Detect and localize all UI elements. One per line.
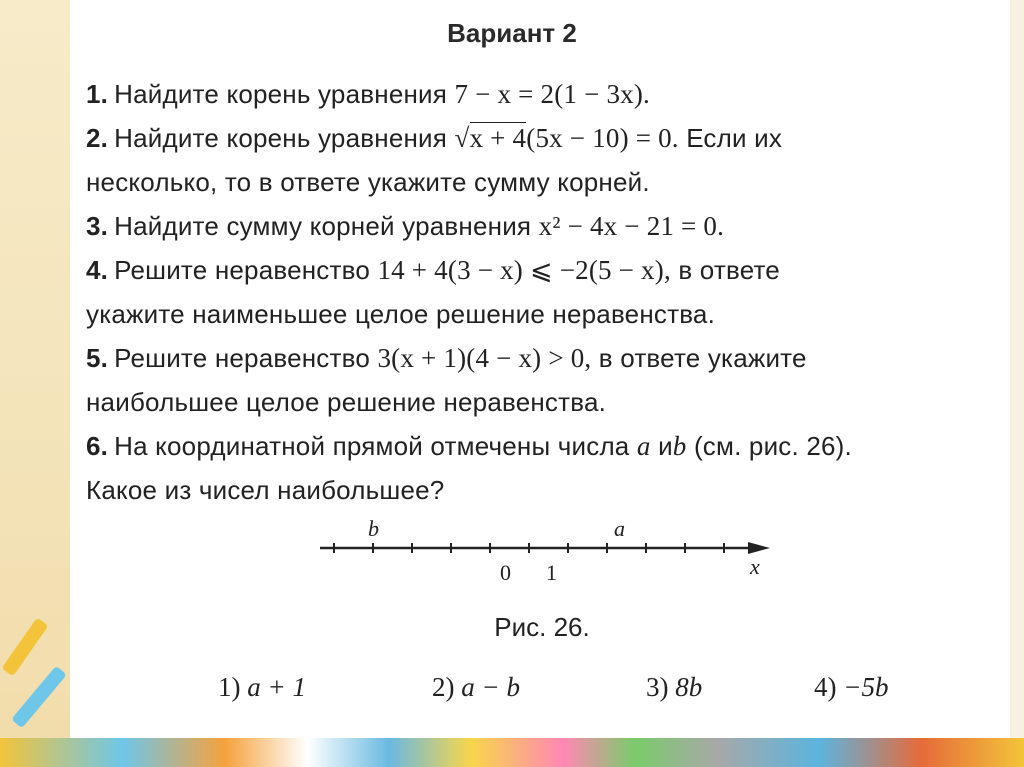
option-label: 4): [814, 672, 837, 702]
answer-option-4: [814, 672, 888, 703]
problem-text-continued: в ответе укажите: [598, 343, 807, 373]
option-label: 3): [646, 672, 669, 702]
problem-2: [86, 116, 1012, 160]
option-label: 2): [432, 672, 455, 702]
problem-6-line-2: Какое из чисел наибольшее?: [86, 475, 445, 505]
answer-option-2: [432, 672, 520, 703]
option-expression: 8b: [675, 672, 703, 702]
equation: 7 − x = 2(1 − 3x).: [454, 79, 650, 109]
figure-reference: (см. рис. 26).: [693, 431, 852, 461]
sqrt-radicand: x + 4: [469, 123, 527, 153]
answer-option-3: [646, 672, 702, 703]
option-expression: a − b: [461, 672, 520, 702]
problem-number: 5.: [86, 343, 109, 373]
variable-a-label: a: [636, 431, 651, 461]
conjunction: и: [658, 431, 673, 461]
problem-2-line-2: несколько, то в ответе укажите сумму корней.: [86, 167, 650, 197]
label-x: x: [750, 554, 760, 579]
problem-3: [86, 204, 1012, 248]
variable-b: [673, 431, 687, 461]
problem-text: Найдите сумму корней уравнения: [114, 211, 532, 241]
equation: √x + 4(5x − 10) = 0.: [454, 123, 679, 153]
problem-number: 6.: [86, 431, 109, 461]
problem-list: [86, 72, 1012, 512]
number-line-figure: [312, 512, 782, 597]
problem-number: 4.: [86, 255, 109, 285]
problem-5: [86, 336, 1012, 380]
option-expression: a + 1: [247, 672, 306, 702]
figure-caption: Рис. 26.: [494, 612, 590, 642]
problem-text: Найдите корень уравнения: [114, 79, 448, 109]
background-left: [0, 0, 70, 767]
problem-text: Решите неравенство: [114, 343, 371, 373]
problem-text: На координатной прямой отмечены числа: [114, 431, 630, 461]
problem-text-continued: в ответе: [678, 255, 780, 285]
inequality: 3(x + 1)(4 − x) > 0,: [377, 343, 592, 373]
problem-text-continued: Если их: [686, 123, 783, 153]
problem-number: 3.: [86, 211, 109, 241]
option-label: 1): [218, 672, 241, 702]
problem-6: [86, 424, 1012, 468]
answer-option-1: [218, 672, 306, 703]
label-zero: 0: [500, 560, 511, 585]
problem-text: Найдите корень уравнения: [114, 123, 448, 153]
problem-5-line-2: наибольшее целое решение неравенства.: [86, 387, 607, 417]
problem-number: 1.: [86, 79, 109, 109]
equation-rest: (5x − 10) = 0.: [526, 123, 679, 153]
label-a: a: [614, 516, 625, 541]
problem-1: [86, 72, 1012, 116]
label-b: b: [368, 516, 379, 541]
axis-arrow: [748, 542, 770, 554]
problem-text: Решите неравенство: [114, 255, 371, 285]
answer-options: [0, 672, 1024, 712]
variable-b-label: b: [672, 431, 687, 461]
option-expression: −5b: [843, 672, 889, 702]
label-one: 1: [546, 560, 557, 585]
variable-a: [637, 431, 651, 461]
problem-4-line-2: укажите наименьшее целое решение неравенства.: [86, 299, 716, 329]
colored-pencils-strip: [0, 738, 1024, 767]
inequality: 14 + 4(3 − x) ⩽ −2(5 − x),: [377, 255, 671, 285]
background-right: [1010, 0, 1024, 767]
problem-number: 2.: [86, 123, 109, 153]
problem-4: [86, 248, 1012, 292]
equation: x² − 4x − 21 = 0.: [538, 211, 725, 241]
page-title: Вариант 2: [447, 18, 577, 48]
